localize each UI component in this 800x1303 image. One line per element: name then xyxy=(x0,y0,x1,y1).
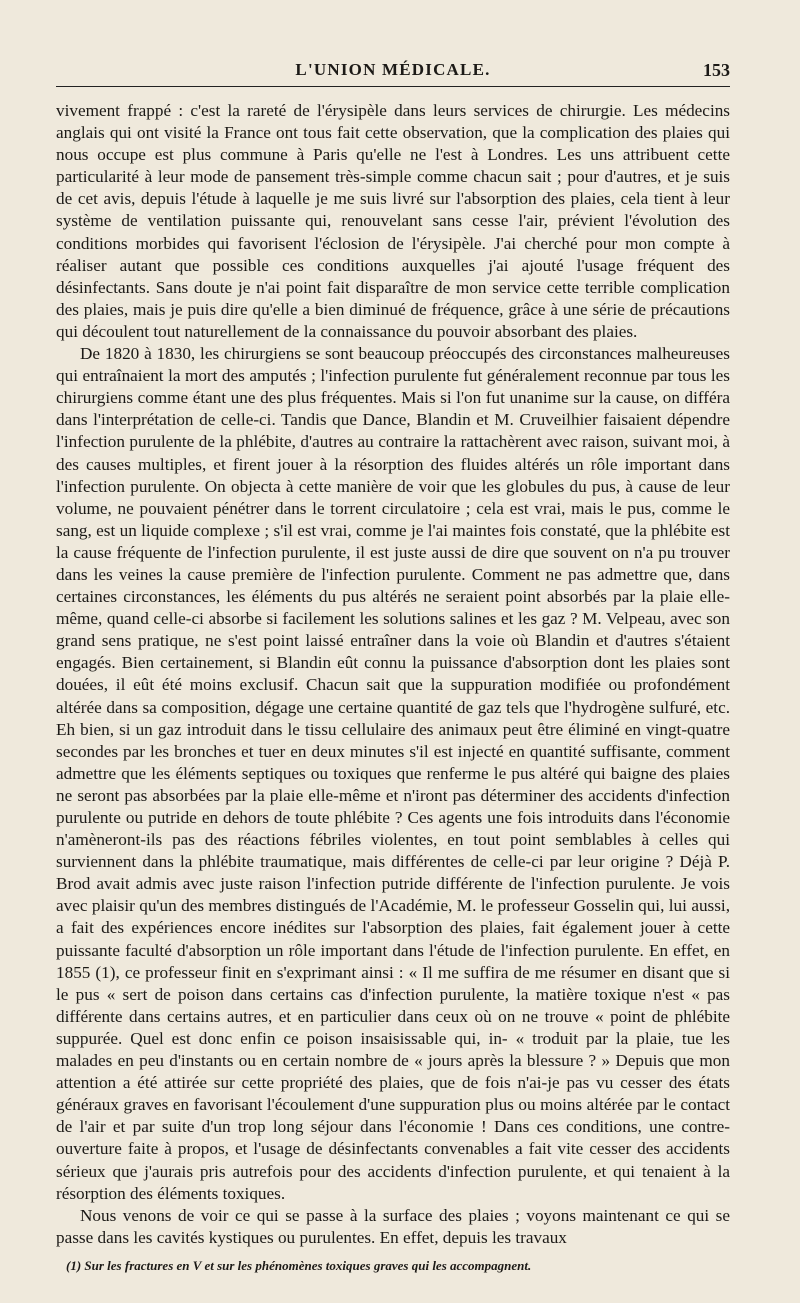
paragraph-1: vivement frappé : c'est la rareté de l'érysipèle dans leurs services de chirurgie. Les médecins anglais qui ont visité la France ont tous fait cette observation, que la complication des plaies qui nous occupe est plus commune à Paris qu'elle ne l'est à Londres. Les uns attribuent cette particularité à leur mode de pansement très-simple comme chacun sait ; pour d'autres, et je suis de cet avis, depuis l'étude à laquelle je me suis livré sur l'absorption des plaies, cela tient à leur système de ventilation puissante qui, renouvelant sans cesse l'air, prévient l'évolution des conditions morbides qui favorisent l'éclosion de l'érysipèle. J'ai cherché pour mon compte à réaliser autant que possible ces conditions auxquelles j'ai ajouté l'usage fréquent des désinfectants. Sans doute je n'ai point fait disparaître de mon service cette terrible complication des plaies, mais je puis dire qu'elle a bien diminué de fréquence, grâce à une série de précautions qui découlent tout naturellement de la connaissance du pouvoir absorbant des plaies. xyxy=(56,101,730,341)
paragraph-3: Nous venons de voir ce qui se passe à la surface des plaies ; voyons maintenant ce qui se passe dans les cavités kystiques ou purulentes. En effet, depuis les travaux xyxy=(56,1205,730,1247)
running-title: L'UNION MÉDICALE. xyxy=(295,60,491,79)
page-number: 153 xyxy=(703,60,730,80)
paragraph-2: De 1820 à 1830, les chirurgiens se sont beaucoup préoccupés des circonstances malheureuses qui entraînaient la mort des amputés ; l'infection purulente fut généralement reconnue par tous les chirurgiens comme étant une des plus fréquentes. Mais si l'on fut unanime sur la cause, on différa dans l'interprétation de celle-ci. Tandis que Dance, Blandin et M. Cruveilhier faisaient dépendre l'infection purulente de la phlébite, d'autres au contraire la rattachèrent avec raison, suivant moi, à des causes multiples, et firent jouer à la résorption des fluides altérés un rôle important dans l'infection purulente. On objecta à cette manière de voir que les globules du pus, à cause de leur volume, ne pouvaient pénétrer dans le torrent circulatoire ; cela est vrai, mais le pus, comme le sang, est un liquide complexe ; s'il est vrai, comme je l'ai maintes fois constaté, que la phlébite est la cause fréquente de l'infection purulente, il est juste aussi de dire que souvent on n'a pu trouver dans les veines la cause première de l'infection purulente. Comment ne pas admettre que, dans certaines circonstances, les éléments du pus altérés ne seraient point absorbés par la plaie elle-même, quand celle-ci absorbe si facilement les solutions salines et les gaz ? M. Velpeau, avec son grand sens pratique, ne s'est point laissé entraîner dans la voie où Blandin et d'autres s'étaient engagés. Bien certainement, si Blandin eût connu la puissance d'absorption dont les plaies sont douées, il eût été moins exclusif. Chacun sait que la suppuration modifiée ou profondément altérée dans sa composition, dégage une certaine quantité de gaz tels que l'hydrogène sulfuré, etc. Eh bien, si un gaz introduit dans le tissu cellulaire des animaux peut être éliminé en vingt-quatre secondes par les bronches et tuer en deux minutes s'il est injecté en quantité suffisante, comment admettre que les éléments septiques ou toxiques que renferme le pus altéré qui baigne des plaies ne seront pas absorbées par la plaie elle-même et n'iront pas déterminer des accidents d'infection purulente ou putride en dehors de toute phlébite ? Ces agents une fois introduits dans l'économie n'amèneront-ils pas des réactions fébriles violentes, en tout point semblables à celles qui surviennent dans la phlébite traumatique, mais différentes de celle-ci par leur origine ? Déjà P. Brod avait admis avec juste raison l'infection putride différente de l'infection purulente. Je vois avec plaisir qu'un des membres distingués de l'Académie, M. le professeur Gosselin qui, lui aussi, a fait des expériences encore inédites sur l'absorption des plaies, fait également jouer à cette puissante faculté d'absorption un rôle important dans l'étude de l'infection purulente. En effet, en 1855 (1), ce professeur finit en s'exprimant ainsi : « Il me suffira de me résumer en disant que si le pus « sert de poison dans certains cas d'infection purulente, la matière toxique n'est « pas différente dans certains autres, et en particulier dans ceux où on ne trouve « point de phlébite suppurée. Quel est donc enfin ce poison insaisissable qui, in- « troduit par la plaie, tue les malades en peu d'instants ou en certain nombre de « jours après la blessure ? » Depuis que mon attention a été attirée sur cette propriété des plaies, que de fois n'ai-je pas vu cesser des états généraux graves en favorisant l'écoulement d'une suppuration plus ou moins altérée par le contact de l'air et par suite d'un trop long séjour dans l'économie ! Dans ces conditions, une contre-ouverture faite à propos, et l'usage de désinfectants convenables a fait vite cesser des accidents sérieux que j'aurais pris autrefois pour des accidents d'infection purulente, et qui tenaient à la résorption des éléments toxiques. xyxy=(56,344,730,1203)
page-header xyxy=(56,56,730,87)
body-text xyxy=(56,100,730,1249)
footnote: (1) Sur les fractures en V et sur les phénomènes toxiques graves qui les accompagnent. xyxy=(66,1258,532,1273)
